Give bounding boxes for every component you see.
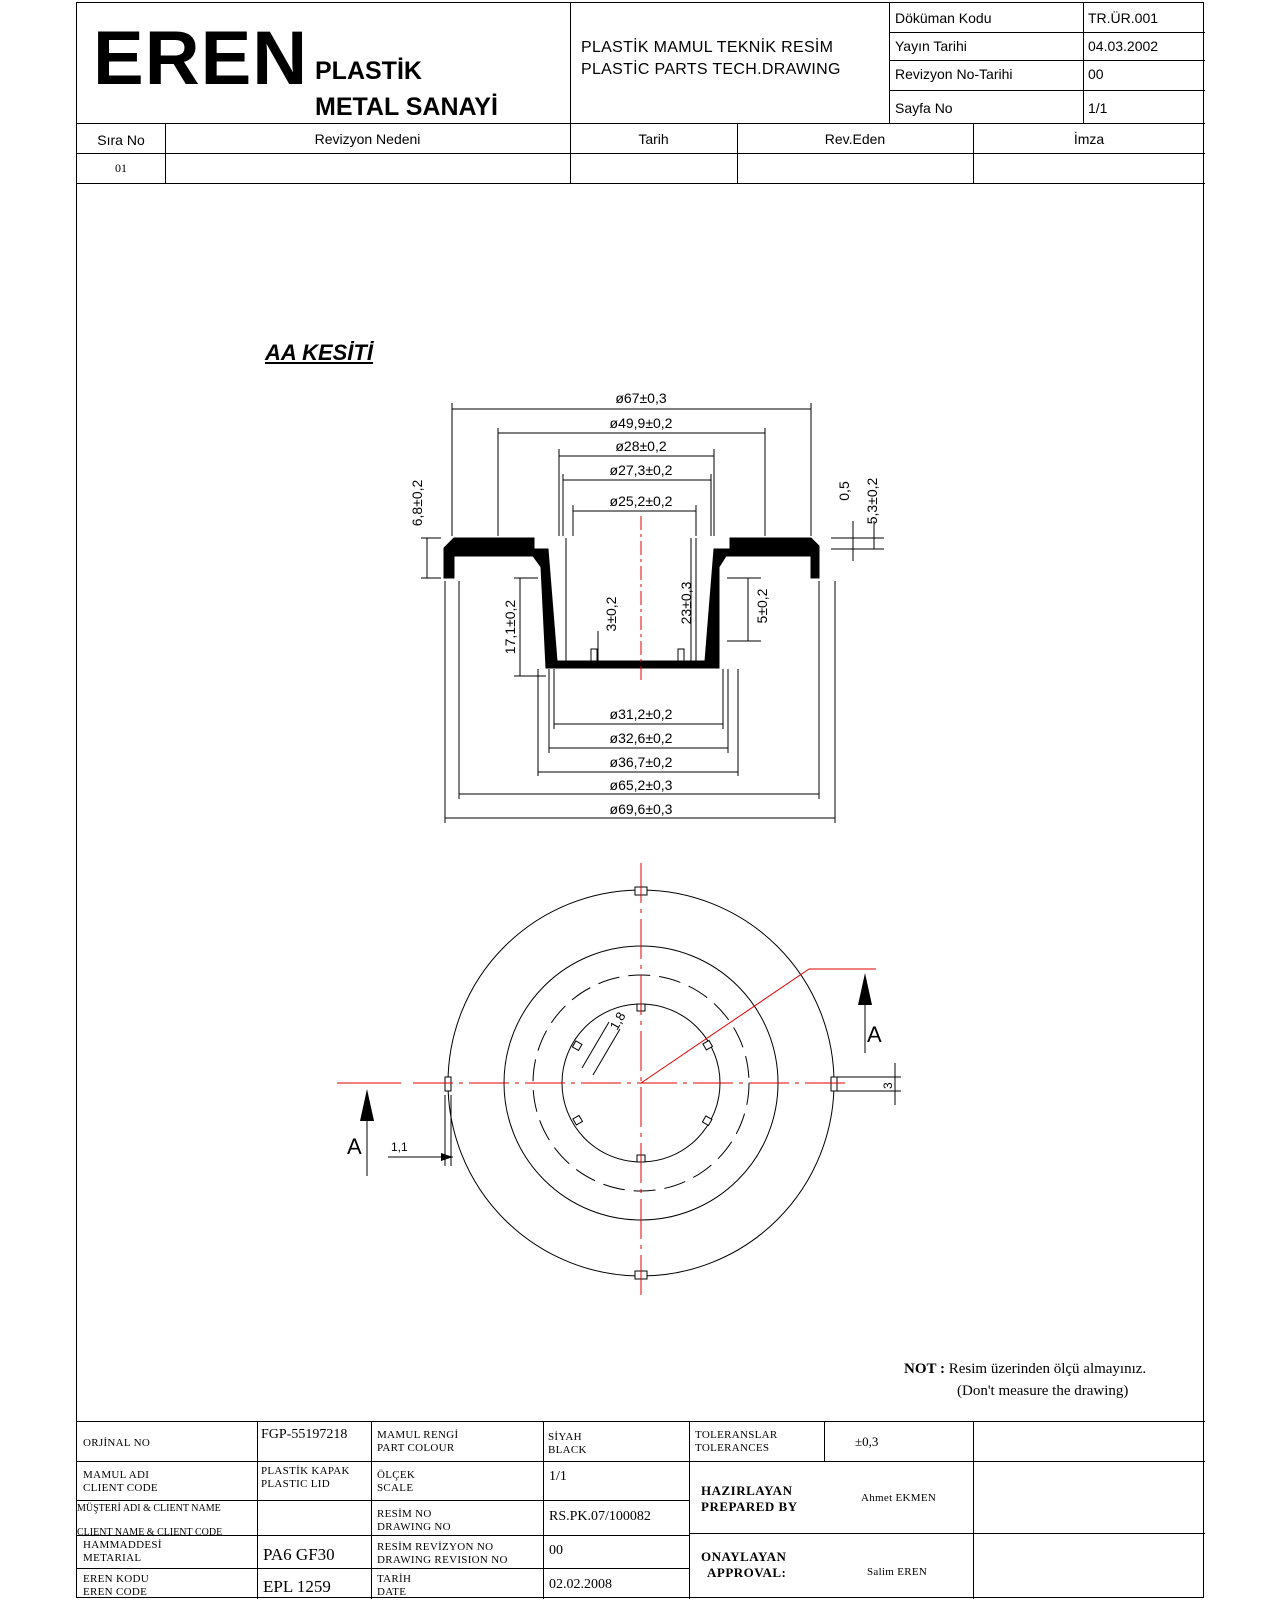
tb-col-5 (824, 1421, 825, 1461)
tb-value-scale: 1/1 (549, 1469, 567, 1484)
tb-label-date-tr: TARİH (377, 1573, 412, 1585)
company-logo-sub1: PLASTİK (315, 57, 422, 85)
dim-0-5: 0,5 (836, 481, 852, 501)
tb-value-prepared-by: Ahmet EKMEN (861, 1492, 937, 1504)
tb-label-material-en: METARIAL (83, 1552, 142, 1565)
dim-3-plan: 3 (881, 1082, 895, 1089)
tb-label-mamul-rengi (377, 1429, 458, 1455)
dim-d69-6: ø69,6±0,3 (609, 801, 673, 817)
section-arrow-right (858, 973, 872, 1005)
note-block (904, 1359, 1204, 1403)
tb-col-6 (973, 1421, 974, 1599)
tb-value-material: PA6 GF30 (263, 1545, 335, 1564)
tb-label-tolerances-en: TOLERANCES (695, 1442, 770, 1455)
dim-23: 23±0,3 (678, 581, 694, 625)
tb-label-scale-tr: ÖLÇEK (377, 1469, 416, 1481)
tb-col-3 (543, 1421, 544, 1599)
dim-d31-2: ø31,2±0,2 (609, 706, 673, 722)
tb-label-tolerances (695, 1429, 778, 1455)
meta-label-doc-code: Döküman Kodu (895, 10, 992, 26)
tb-label-drawing-revision (377, 1541, 508, 1567)
tb-label-mamul-adi (83, 1469, 158, 1495)
dim-d49-9: ø49,9±0,2 (609, 415, 673, 431)
tb-value-colour (548, 1431, 587, 1457)
tb-label-mamul-adi-tr: MAMUL ADI (83, 1469, 150, 1481)
tb-label-date (377, 1573, 411, 1599)
tb-label-scale-en: SCALE (377, 1482, 414, 1495)
rev-header-date: Tarih (638, 131, 669, 147)
tb-col-1 (257, 1421, 258, 1599)
document-title-en: PLASTİC PARTS TECH.DRAWING (581, 61, 841, 78)
meta-label-revision: Revizyon No-Tarihi (895, 66, 1013, 82)
section-title: AA KESİTİ (265, 340, 373, 365)
tb-label-prepared-by-en: PREPARED BY (701, 1499, 798, 1515)
tb-label-mamul-adi-en: CLIENT CODE (83, 1482, 158, 1495)
tb-label-prepared-by-tr: HAZIRLAYAN (701, 1483, 793, 1498)
dim-5: 5±0,2 (754, 588, 770, 624)
tb-label-scale (377, 1469, 415, 1495)
meta-value-page: 1/1 (1088, 100, 1108, 116)
tb-label-approval-en: APPROVAL: (707, 1565, 787, 1581)
tb-value-eren-code: EPL 1259 (263, 1577, 331, 1596)
tb-value-drawing-no: RS.PK.07/100082 (549, 1509, 651, 1524)
tb-label-eren-code-en: EREN CODE (83, 1586, 148, 1599)
tb-value-drawing-revision: 00 (549, 1543, 563, 1558)
tb-label-orjinal-no: ORJİNAL NO (83, 1437, 151, 1449)
tb-label-eren-code (83, 1573, 149, 1599)
dim-d65-2: ø65,2±0,3 (609, 777, 673, 793)
tb-label-approval (701, 1549, 786, 1582)
tb-label-client (77, 1503, 222, 1539)
tb-label-prepared-by (701, 1483, 798, 1516)
dim-17-1: 17,1±0,2 (502, 599, 518, 655)
meta-value-doc-code: TR.ÜR.001 (1088, 10, 1159, 26)
section-label-a-left: A (347, 1134, 362, 1159)
company-logo: EREN (93, 16, 309, 101)
tb-value-approved-by: Salim EREN (867, 1566, 928, 1578)
dim-d67: ø67±0,3 (615, 390, 667, 406)
rev-header-rev-by: Rev.Eden (824, 131, 886, 147)
tb-value-part-name-en: PLASTIC LID (261, 1478, 330, 1491)
meta-value-revision: 00 (1088, 66, 1104, 82)
rev-header-reason: Revizyon Nedeni (314, 131, 421, 147)
dim-6-8: 6,8±0,2 (409, 479, 425, 527)
meta-value-publish-date: 04.03.2002 (1088, 38, 1159, 54)
section-arrow-left (360, 1089, 374, 1121)
tb-label-drawing-no-en: DRAWING NO (377, 1521, 451, 1534)
technical-drawing (77, 3, 1203, 1419)
document-title-tr: PLASTİK MAMUL TEKNİK RESİM (581, 39, 834, 56)
dim-d25-2: ø25,2±0,2 (609, 493, 673, 509)
tb-label-drawing-revision-tr: RESİM REVİZYON NO (377, 1541, 494, 1553)
drawing-sheet (76, 2, 1204, 1598)
dim-d28: ø28±0,2 (615, 438, 667, 454)
meta-label-page: Sayfa No (895, 100, 953, 116)
dim-d36-7: ø36,7±0,2 (609, 754, 673, 770)
section-label-a-right: A (867, 1022, 882, 1047)
rev-header-sira-no: Sıra No (97, 132, 145, 148)
dim-1-8: 1,8 (606, 1009, 629, 1033)
tb-value-colour-en: BLACK (548, 1444, 587, 1457)
tb-row-line-2 (77, 1500, 689, 1501)
tb-value-tolerance: ±0,3 (855, 1434, 879, 1449)
dim-3: 3±0,2 (603, 596, 619, 632)
tb-value-orjinal-no: FGP-55197218 (261, 1427, 348, 1442)
tb-label-client-en: CLIENT NAME & CLIENT CODE (77, 1527, 223, 1538)
dim-d32-6: ø32,6±0,2 (609, 730, 673, 746)
tb-value-colour-tr: SİYAH (548, 1431, 582, 1443)
tb-row-line-1 (77, 1461, 1205, 1462)
tb-row-line-2b (689, 1533, 1205, 1534)
tb-col-2 (371, 1421, 372, 1599)
rev-row-1-no: 01 (115, 161, 127, 175)
tb-label-drawing-no-tr: RESİM NO (377, 1508, 432, 1520)
tb-label-material-tr: HAMMADDESİ (83, 1539, 162, 1551)
tb-value-part-name (261, 1465, 350, 1491)
tb-label-mamul-rengi-tr: MAMUL RENGİ (377, 1429, 459, 1441)
tb-row-line-4 (77, 1568, 689, 1569)
plan-view (337, 863, 901, 1301)
tb-col-4 (689, 1421, 690, 1599)
note-line-1: Resim üzerinden ölçü almayınız. (948, 1361, 1147, 1377)
tb-label-tolerances-tr: TOLERANSLAR (695, 1429, 778, 1441)
tb-top-line (77, 1421, 1205, 1422)
tb-label-date-en: DATE (377, 1586, 407, 1599)
tb-label-drawing-no (377, 1508, 451, 1534)
tb-label-drawing-revision-en: DRAWING REVISION NO (377, 1554, 508, 1567)
meta-label-publish-date: Yayın Tarihi (895, 38, 967, 54)
tb-label-eren-code-tr: EREN KODU (83, 1573, 149, 1585)
tb-label-approval-tr: ONAYLAYAN (701, 1549, 787, 1564)
tb-value-part-name-tr: PLASTİK KAPAK (261, 1465, 350, 1477)
company-logo-sub2: METAL SANAYİ (315, 93, 498, 121)
tb-label-material (83, 1539, 162, 1565)
tb-value-date: 02.02.2008 (549, 1577, 612, 1592)
tb-label-mamul-rengi-en: PART COLOUR (377, 1442, 455, 1455)
dim-1-1: 1,1 (391, 1140, 408, 1154)
tb-label-client-tr: MÜŞTERİ ADI & CLIENT NAME (77, 1503, 221, 1514)
dim-5-3: 5,3±0,2 (864, 477, 880, 525)
note-label: NOT : (904, 1361, 945, 1377)
dim-d27-3: ø27,3±0,2 (609, 462, 673, 478)
rev-header-signature: İmza (1073, 131, 1105, 147)
note-line-2: (Don't measure the drawing) (957, 1382, 1129, 1399)
